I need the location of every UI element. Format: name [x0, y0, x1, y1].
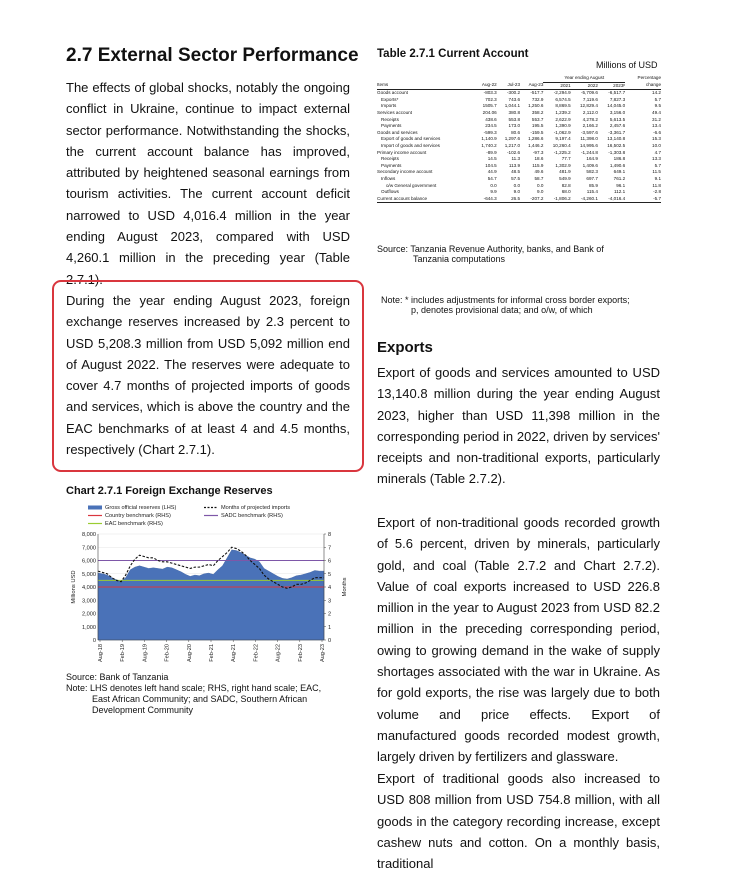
- table-cell: 481.9: [559, 169, 571, 175]
- table-cell: 1,490.6: [609, 162, 626, 168]
- table-cell: 6,574.5: [555, 96, 571, 102]
- y-tick-label: 7,000: [82, 545, 96, 552]
- table-row: [377, 117, 661, 124]
- table-cell: 7,119.6: [582, 96, 598, 102]
- table-cell: 1505.7: [482, 103, 497, 109]
- row-label: o/w General government: [386, 182, 437, 188]
- table-cell: 1,446.2: [528, 142, 544, 148]
- legend-label: Gross official reserves (LHS): [105, 505, 177, 511]
- y2-tick-label: 0: [328, 638, 332, 644]
- table-row: [377, 103, 661, 110]
- table-cell: -1,062.9: [553, 129, 571, 135]
- table-cell: 1,297.6: [504, 136, 521, 142]
- table-note: Note: * includes adjustments for informal cross border exports;: [381, 295, 630, 305]
- table-cell: 9.5: [654, 103, 661, 109]
- table-cell: -2,294.9: [553, 90, 571, 96]
- table-cell: 4,278.2: [582, 116, 598, 122]
- table-cell: 49.4: [652, 109, 661, 115]
- table-cell: 1,217.0: [504, 142, 521, 148]
- table-cell: 13,140.8: [607, 136, 626, 142]
- table-row: [377, 110, 661, 117]
- table-cell: 438.6: [485, 116, 497, 122]
- column-header: Items: [377, 82, 473, 90]
- table-cell: 0.0: [490, 182, 497, 188]
- table-cell: -1,225.2: [553, 149, 571, 155]
- column-header: 2021: [543, 82, 570, 90]
- row-label: Payments: [381, 123, 402, 129]
- table-cell: 2,622.9: [555, 116, 571, 122]
- row-label: Imports: [381, 103, 397, 109]
- table-cell: -517.7: [530, 90, 544, 96]
- row-label: Receipts: [381, 116, 399, 122]
- table-cell: 7,827.3: [609, 96, 626, 102]
- table-cell: 1,239.2: [555, 109, 571, 115]
- table-cell: -89.9: [486, 149, 497, 155]
- table-row: [377, 90, 661, 97]
- table-cell: 11.3: [511, 156, 521, 162]
- table-cell: 112.1: [613, 189, 626, 195]
- column-header: Aug-23: [520, 82, 543, 90]
- table-cell: 1,286.6: [528, 136, 544, 142]
- table-cell: -159.5: [530, 129, 544, 135]
- table-cell: 553.8: [508, 116, 521, 122]
- table-row: [377, 169, 661, 176]
- table-cell: -6.6: [653, 129, 661, 135]
- reserves-paragraph: During the year ending August 2023, foreign exchange reserves increased by 2.3 percent to USD 5,208.3 million from USD 5,092 million end of August 2022. The reserves were adequate to cover 4.7 months of projected imports of goods and services, which is above the country and the EAC benchmarks of at least 4 and 4.5 months, respectively (Chart 2.7.1).: [66, 293, 350, 458]
- table-cell: 104.5: [485, 162, 497, 168]
- group-header: Year ending August: [543, 75, 625, 82]
- table-cell: 1,740.2: [481, 142, 497, 148]
- table-cell: 2,112.0: [582, 109, 598, 115]
- table-cell: -300.2: [507, 90, 521, 96]
- table-cell: -1,806.2: [543, 196, 570, 203]
- chart-source: Source: Bank of Tanzania: [66, 672, 169, 682]
- table-cell: 11.8: [652, 182, 661, 188]
- y2-tick-label: 6: [328, 558, 332, 565]
- table-cell: 204.06: [482, 109, 497, 115]
- table-cell: 9.0: [513, 189, 521, 195]
- x-tick-label: Aug-23: [320, 644, 326, 663]
- table-source: Tanzania computations: [413, 254, 506, 264]
- table-cell: 58.7: [534, 175, 544, 181]
- table-cell: 12,829.4: [580, 103, 598, 109]
- column-header: Jul-23: [497, 82, 520, 90]
- y-tick-label: 8,000: [82, 532, 96, 538]
- legend-swatch: [88, 506, 102, 510]
- table-cell: 4.7: [654, 149, 661, 155]
- table-row: [377, 143, 661, 150]
- y-tick-label: 6,000: [82, 558, 96, 565]
- exports-heading: Exports: [377, 339, 433, 356]
- y2-axis-label: Months: [342, 577, 348, 597]
- table-cell: 1,250.6: [528, 103, 544, 109]
- table-cell: 5.7: [654, 96, 661, 102]
- y-tick-label: 0: [92, 638, 96, 644]
- x-tick-label: Feb-19: [120, 644, 127, 662]
- y-tick-label: 3,000: [82, 598, 96, 605]
- y2-tick-label: 3: [328, 598, 332, 605]
- table-cell: 16,502.5: [607, 142, 626, 148]
- table-units: Millions of USD: [596, 60, 658, 70]
- row-label: Current account balance: [377, 196, 473, 203]
- table-cell: 5,613.5: [609, 116, 626, 122]
- table-source: Source: Tanzania Revenue Authority, banks, and Bank of: [377, 244, 604, 254]
- section-heading: 2.7 External Sector Performance: [66, 45, 359, 66]
- row-label: Export of goods and services: [381, 136, 441, 142]
- table-cell: 649.1: [613, 169, 626, 175]
- table-row: [377, 150, 661, 157]
- table-cell: 26.5: [497, 196, 520, 203]
- row-label: Primary income account: [377, 149, 427, 155]
- table-cell: 77.7: [561, 156, 571, 162]
- table-cell: -5.7: [625, 196, 661, 203]
- column-header: Percentage: [637, 75, 661, 81]
- table-cell: 1,302.9: [555, 162, 571, 168]
- table-row: [377, 97, 661, 104]
- legend-label: SADC benchmark (RHS): [221, 513, 283, 519]
- x-tick-label: Aug-18: [98, 644, 104, 663]
- y-tick-label: 1,000: [82, 624, 96, 631]
- table-cell: -3,597.6: [581, 129, 598, 135]
- table-row: [377, 163, 661, 170]
- table-cell: 54.7: [487, 175, 497, 181]
- table-cell: 44.9: [487, 169, 497, 175]
- table-cell: 14.5: [487, 156, 497, 162]
- y2-tick-label: 7: [328, 545, 332, 552]
- x-tick-label: Feb-23: [297, 644, 304, 662]
- table-cell: 549.9: [559, 175, 571, 181]
- table-cell: 14,045.0: [607, 103, 626, 109]
- table-cell: 11.5: [652, 169, 661, 175]
- table-cell: 82.8: [561, 182, 571, 188]
- legend-label: Months of projected imports: [221, 505, 291, 511]
- x-tick-label: Aug-20: [186, 644, 193, 663]
- table-cell: 582.3: [586, 169, 598, 175]
- x-tick-label: Aug-22: [275, 644, 282, 663]
- table-cell: 358.2: [531, 109, 544, 115]
- table-cell: 0.0: [537, 182, 544, 188]
- table-cell: 380.8: [508, 109, 521, 115]
- table-cell: 732.9: [531, 96, 544, 102]
- table-cell: 48.5: [511, 169, 521, 175]
- table-row: [377, 189, 661, 196]
- row-label: Import of goods and services: [381, 142, 440, 148]
- table-cell: 115.9: [532, 162, 544, 168]
- table-cell: 15.3: [652, 136, 661, 142]
- table-row: [377, 176, 661, 183]
- table-cell: 14.2: [652, 90, 661, 96]
- legend-label: EAC benchmark (RHS): [105, 521, 163, 527]
- x-tick-label: Feb-22: [253, 644, 260, 662]
- table-cell: 743.6: [508, 96, 521, 102]
- table-cell: 11,398.0: [580, 136, 598, 142]
- table-cell: 113.9: [508, 162, 521, 168]
- table-cell: 14,995.6: [580, 142, 598, 148]
- y-tick-label: 5,000: [82, 571, 96, 578]
- table-cell: -4,260.1: [571, 196, 598, 203]
- y-tick-label: 2,000: [82, 611, 96, 618]
- table-cell: 13.3: [652, 156, 661, 162]
- row-label: Inflows: [381, 175, 396, 181]
- column-header: change: [625, 82, 661, 90]
- table-cell: 2,457.6: [609, 123, 626, 129]
- table-row: [377, 196, 661, 203]
- table-cell: 697.7: [586, 175, 598, 181]
- y2-tick-label: 4: [328, 585, 332, 591]
- table-cell: 9,197.4: [555, 136, 571, 142]
- table-cell: 8,869.5: [555, 103, 571, 109]
- chart-note-line: Development Community: [92, 705, 194, 715]
- legend-label: Country benchmark (RHS): [105, 513, 171, 519]
- table-note: p, denotes provisional data; and o/w, of which: [411, 305, 593, 315]
- table-row: [377, 130, 661, 137]
- chart-note-line: Note: LHS denotes left hand scale; RHS, right hand scale; EAC,: [66, 683, 322, 693]
- table-cell: -6,517.7: [608, 90, 626, 96]
- table-cell: 1,044.1: [504, 103, 521, 109]
- table-cell: 164.9: [586, 156, 598, 162]
- y-tick-label: 4,000: [82, 585, 96, 591]
- table-cell: 234.5: [485, 123, 497, 129]
- table-cell: 9.0: [537, 189, 544, 195]
- table-cell: 85.9: [588, 182, 598, 188]
- table-cell: 57.5: [511, 175, 521, 181]
- table-cell: -1,303.8: [608, 149, 626, 155]
- row-label: Services account: [377, 109, 412, 115]
- table-cell: 0.0: [513, 182, 521, 188]
- table-cell: 1,390.9: [555, 123, 571, 129]
- table-cell: -4,016.4: [598, 196, 625, 203]
- y2-tick-label: 8: [328, 532, 332, 538]
- table-cell: -102.6: [507, 149, 521, 155]
- table-cell: 18.6: [534, 156, 544, 162]
- y2-tick-label: 1: [328, 624, 332, 631]
- table-cell: 553.7: [531, 116, 544, 122]
- table-cell: -1,244.8: [581, 149, 598, 155]
- table-cell: 2,166.2: [582, 123, 598, 129]
- intro-paragraph: The effects of global shocks, notably the ongoing conflict in Ukraine, continue to impact external sector performance. Notwithstanding the shocks, the current account balance has improved, attributed by heightened seasonal earnings from tourism activities. The current account deficit narrowed to USD 4,016.4 million in the year ending August 2023, compared with USD 4,260.1 million in the preceding year (Table 2.7.1).: [66, 80, 350, 287]
- table-cell: -207.2: [520, 196, 543, 203]
- table-cell: 13.4: [652, 123, 661, 129]
- column-header: Aug-22: [473, 82, 496, 90]
- x-tick-label: Feb-20: [164, 644, 171, 662]
- y2-tick-label: 2: [328, 611, 332, 618]
- row-label: Outflows: [381, 189, 399, 195]
- table-row: [377, 123, 661, 130]
- non-traditional-paragraph: Export of non-traditional goods recorded growth of 5.6 percent, driven by minerals, particularly gold, and coal (Table 2.7.2 and Chart 2.7.2). Value of coal exports increased to USD 226.8 million in the year to August 2023 from USD 82.2 million in the preceding corresponding period, owing to growing demand in the wake of supply shortages associated with the war in Ukraine. As for gold exports, the rise was largely due to both volume and price effects. Export of manufactured goods recorded modest growth, largely driven by fertilizers and glassware.: [377, 515, 660, 765]
- table-cell: 10,260.4: [552, 142, 571, 148]
- table-cell: 173.0: [508, 123, 521, 129]
- table-cell: 3,156.0: [609, 109, 626, 115]
- table-cell: -2.8: [653, 189, 661, 195]
- table-cell: -599.3: [483, 129, 497, 135]
- current-account-table: [377, 75, 661, 203]
- table-row: [377, 136, 661, 143]
- table-cell: 80.6: [511, 129, 521, 135]
- table-cell: 1,409.6: [582, 162, 598, 168]
- table-cell: 1,140.9: [481, 136, 497, 142]
- table-cell: 96.1: [616, 182, 626, 188]
- row-label: Goods and services: [377, 129, 418, 135]
- exports-paragraph: Export of goods and services amounted to USD 13,140.8 million during the year ending August 2023, higher than USD 11,398 million in the corresponding period in 2022, driven by services' receipts and non-traditional exports, particularly minerals (Table 2.7.2).: [377, 365, 660, 487]
- table-cell: 115.4: [586, 189, 598, 195]
- table-cell: 31.2: [652, 116, 661, 122]
- table-cell: -803.3: [483, 90, 497, 96]
- row-label: Secondary income account: [377, 169, 433, 175]
- table-cell: 9.9: [490, 189, 497, 195]
- table-row: [377, 183, 661, 190]
- row-label: Payments: [381, 162, 402, 168]
- table-cell: 186.8: [613, 156, 626, 162]
- table-cell: 702.3: [485, 96, 497, 102]
- table-title: Table 2.7.1 Current Account: [377, 48, 529, 60]
- column-header: 2022: [571, 82, 598, 90]
- y2-tick-label: 5: [328, 571, 332, 578]
- table-cell: 195.5: [531, 123, 544, 129]
- table-cell: 9.1: [654, 175, 661, 181]
- table-cell: -644.3: [473, 196, 496, 203]
- row-label: Exports*: [381, 96, 399, 102]
- y-axis-label: Millions USD: [71, 570, 77, 604]
- row-label: Receipts: [381, 156, 399, 162]
- table-cell: 761.2: [613, 175, 626, 181]
- traditional-paragraph: Export of traditional goods also increased to USD 808 million from USD 754.8 million, with all goods in the category recording increase, except cashew nuts and cotton. On a monthly basis, traditional: [377, 771, 660, 872]
- table-cell: -5,709.6: [581, 90, 598, 96]
- x-tick-label: Aug-19: [142, 644, 149, 663]
- chart-title: Chart 2.7.1 Foreign Exchange Reserves: [66, 485, 273, 497]
- table-cell: 68.0: [561, 189, 571, 195]
- column-header: 2023ᵖ: [598, 82, 625, 90]
- table-cell: 10.0: [652, 142, 661, 148]
- table-cell: 5.7: [654, 162, 661, 168]
- chart-note-line: East African Community; and SADC, Southern African: [92, 694, 308, 704]
- table-cell: -97.3: [532, 149, 544, 155]
- x-tick-label: Aug-21: [231, 644, 238, 663]
- table-row: [377, 156, 661, 163]
- reserves-chart: [66, 500, 356, 672]
- x-tick-label: Feb-21: [209, 644, 215, 662]
- table-cell: -3,361.7: [608, 129, 626, 135]
- table-cell: 49.6: [534, 169, 544, 175]
- row-label: Goods account: [377, 90, 408, 96]
